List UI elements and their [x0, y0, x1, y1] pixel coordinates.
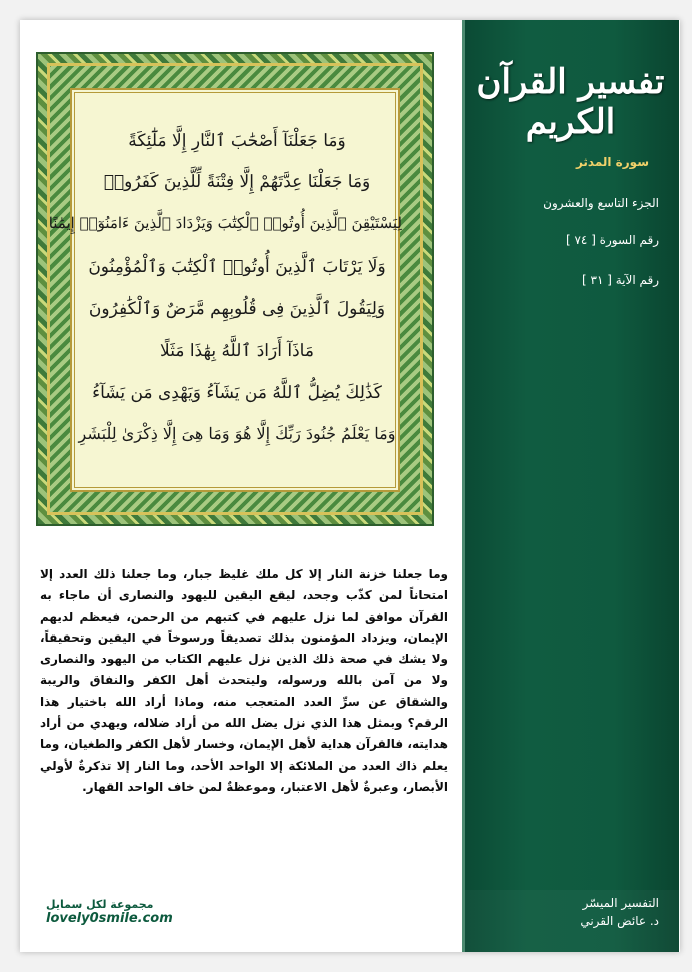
credit-author: د. عائض القرني: [580, 914, 659, 928]
sidebar-title: تفسير القرآن الكريم: [476, 62, 665, 142]
verse-line: لِيَسْتَيْقِنَ ٱلَّذِينَ أُوتُوا۟ ٱلْكِتَٰبَ وَيَزْدَادَ ٱلَّذِينَ ءَامَنُوٓا۟ إِيمَٰنًا: [48, 214, 402, 232]
watermark-url: lovely0smile.com: [46, 911, 173, 926]
verse-line: وَمَا جَعَلْنَآ أَصْحَٰبَ ٱلنَّارِ إِلَّا مَلَٰٓئِكَةً: [128, 131, 346, 151]
sidebar: [462, 20, 679, 952]
site-watermark: [46, 898, 173, 926]
verse-line: وَمَا يَعْلَمُ جُنُودَ رَبِّكَ إِلَّا هُوَ وَمَا هِىَ إِلَّا ذِكْرَىٰ لِلْبَشَرِ: [78, 424, 396, 443]
juz-label: الجزء التاسع والعشرون: [543, 196, 659, 210]
verse-panel: [48, 88, 402, 492]
verse-line: وَلِيَقُولَ ٱلَّذِينَ فِى قُلُوبِهِم مَّرَضٌ وَٱلْكَٰفِرُونَ: [88, 299, 386, 319]
surah-number: رقم السورة [ ٧٤ ]: [565, 233, 659, 247]
surah-name: سورة المدثر: [575, 155, 649, 169]
verse-line: وَلَا يَرْتَابَ ٱلَّذِينَ أُوتُوا۟ ٱلْكِتَٰبَ وَٱلْمُؤْمِنُونَ: [88, 257, 386, 277]
verse-line: مَاذَآ أَرَادَ ٱللَّهُ بِهَٰذَا مَثَلًا: [160, 341, 314, 361]
credit-book: التفسير الميسّر: [582, 896, 659, 910]
tafsir-text: وما جعلنا خزنة النار إلا كل ملك غليظ جبار، وما جعلنا ذلك العدد إلا امتحاناً لمن كذّب وجحد، ليقع اليقين لليهود والنصارى أن ماجاء به القرآن موافق لما نزل عليهم في كتبهم من الرحمن، فيعظم لديهم الإيمان، ويزداد المؤمنون بذلك تصديقاً ورسوخاً في اليقين وتحقيقاً، ولا يشك في صحة ذلك الذين نزل عليهم الكتاب من اليهود والنصارى ولا من آمن بالله ورسوله، وليتحدث أهل الكفر والنفاق والريبة والشقاق عن سرِّ العدد المتعجب منه، وماذا أراد الله باختيار هذا الرقم؟ وبمثل هذا الذي نزل يضل الله من أراد ضلاله، ويهدي من أراد هدايته، فالقرآن هداية لأهل الإيمان، وخسار لأهل الكفر والطغيان، وما يعلم ذاك العدد من الملائكة إلا الواحد الأحد، وما النار إلا تذكرةٌ لأولي الأبصار، وعبرةٌ لأهل الاعتبار، وموعظةٌ لمن خاف الواحد القهار.: [40, 567, 448, 794]
ayah-number: رقم الآية [ ٣١ ]: [582, 273, 659, 287]
watermark-arabic: مجموعة لكل سمايل: [46, 898, 154, 911]
verse-line: كَذَٰلِكَ يُضِلُّ ٱللَّهُ مَن يَشَآءُ وَيَهْدِى مَن يَشَآءُ: [92, 383, 382, 403]
verse-line: وَمَا جَعَلْنَا عِدَّتَهُمْ إِلَّا فِتْنَةً لِّلَّذِينَ كَفَرُوا۟: [103, 172, 371, 192]
